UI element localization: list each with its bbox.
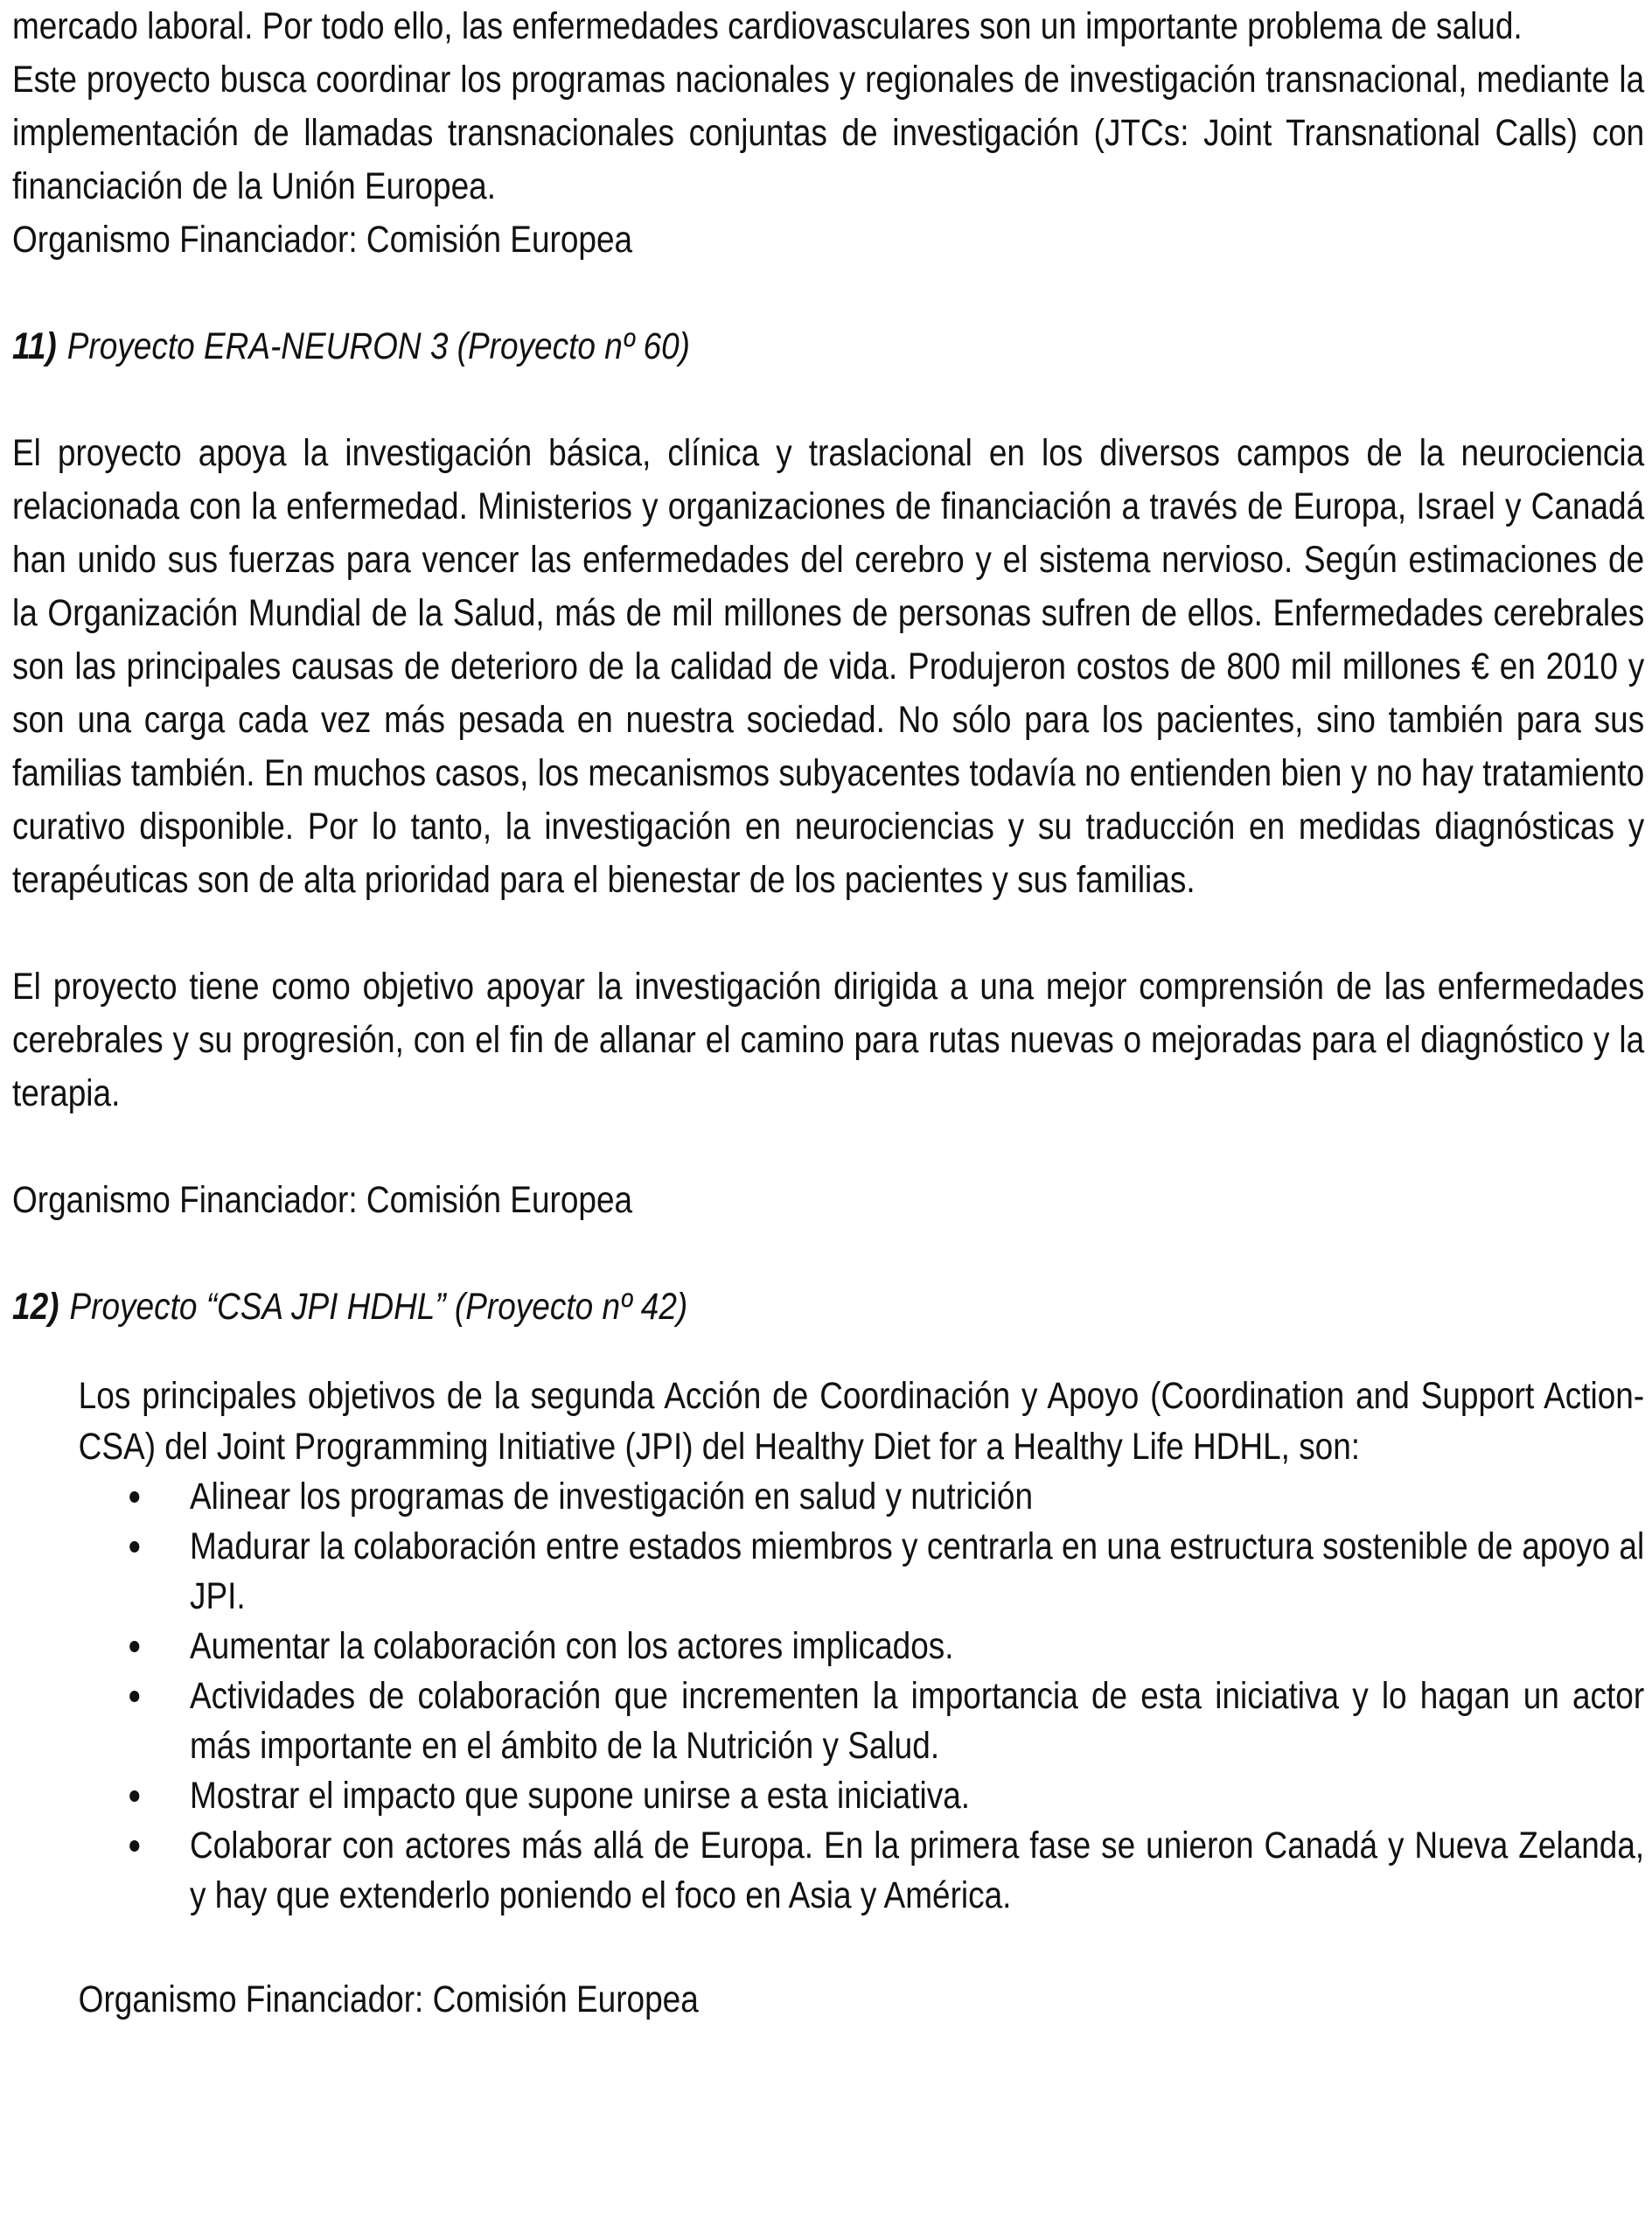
section-12-objectives-list (12, 1472, 1644, 1921)
list-item: Mostrar el impacto que supone unirse a esta iniciativa. (190, 1771, 1644, 1821)
document-body (12, 0, 1644, 2025)
spacer (12, 1120, 1644, 1174)
list-item: Aumentar la colaboración con los actores implicados. (190, 1622, 1644, 1671)
section-12-footer (12, 1974, 1644, 2025)
bullet-icon (129, 1790, 139, 1802)
bullet-icon (129, 1641, 139, 1652)
spacer (12, 907, 1644, 960)
intro-paragraph-1: mercado laboral. Por todo ello, las enfermedades cardiovasculares son un importante problema de salud. (12, 5, 1523, 47)
intro-funder: Organismo Financiador: Comisión Europea (12, 219, 633, 261)
intro-paragraph-2: Este proyecto busca coordinar los programas nacionales y regionales de investigación transnacional, mediante la implementación de llamadas transnacionales conjuntas de investigación (JTCs: Joint Transnational Calls) con financiación de la Unión Europea. (12, 59, 1645, 207)
section-11-number: 11) (12, 325, 57, 367)
list-item: Actividades de colaboración que incrementen la importancia de esta iniciativa y lo hagan un actor más importante en el ámbito de la Nutrición y Salud. (190, 1671, 1644, 1771)
bullet-icon (129, 1491, 139, 1503)
section-12-funder: Organismo Financiador: Comisión Europea (78, 1978, 699, 2020)
spacer (12, 267, 1644, 320)
section-12-heading (12, 1280, 1644, 1334)
document-page (12, 0, 1644, 2025)
bullet-icon (129, 1840, 139, 1852)
bullet-icon (129, 1541, 139, 1553)
section-12-body (12, 1371, 1644, 1472)
spacer (12, 1921, 1644, 1974)
section-11-heading (12, 320, 1644, 373)
list-item: Alinear los programas de investigación en salud y nutrición (190, 1472, 1644, 1522)
spacer (12, 1227, 1644, 1280)
section-12-title: Proyecto “CSA JPI HDHL” (Proyecto nº 42) (69, 1286, 688, 1328)
spacer (12, 1334, 1644, 1371)
spacer (12, 373, 1644, 427)
section-11-funder: Organismo Financiador: Comisión Europea (12, 1179, 633, 1221)
bullet-icon (129, 1691, 139, 1702)
section-12-number: 12) (12, 1286, 59, 1328)
section-11-paragraph-2: El proyecto tiene como objetivo apoyar la investigación dirigida a una mejor comprensión de las enfermedades cerebrales y su progresión, con el fin de allanar el camino para rutas nuevas o mejoradas para el diagnóstico y la terapia. (12, 966, 1645, 1114)
list-item: Colaborar con actores más allá de Europa. En la primera fase se unieron Canadá y Nueva Zelanda, y hay que extenderlo poniendo el foco en Asia y América. (190, 1821, 1644, 1921)
section-11-title: Proyecto ERA-NEURON 3 (Proyecto nº 60) (66, 325, 691, 367)
section-12-intro: Los principales objetivos de la segunda Acción de Coordinación y Apoyo (Coordination and Support Action-CSA) del Joint Programming Initiative (JPI) del Healthy Diet for a Healthy Life HDHL, son: (78, 1375, 1645, 1468)
list-item: Madurar la colaboración entre estados miembros y centrarla en una estructura sostenible de apoyo al JPI. (190, 1522, 1644, 1622)
section-11-paragraph-1: El proyecto apoya la investigación básica, clínica y traslacional en los diversos campos de la neurociencia relacionada con la enfermedad. Ministerios y organizaciones de financiación a través de Europa, Israel y Canadá han unido sus fuerzas para vencer las enfermedades del cerebro y el sistema nervioso. Según estimaciones de la Organización Mundial de la Salud, más de mil millones de personas sufren de ellos. Enfermedades cerebrales son las principales causas de deterioro de la calidad de vida. Produjeron costos de 800 mil millones € en 2010 y son una carga cada vez más pesada en nuestra sociedad. No sólo para los pacientes, sino también para sus familias también. En muchos casos, los mecanismos subyacentes todavía no entienden bien y no hay tratamiento curativo disponible. Por lo tanto, la investigación en neurociencias y su traducción en medidas diagnósticas y terapéuticas son de alta prioridad para el bienestar de los pacientes y sus familias. (12, 432, 1645, 901)
